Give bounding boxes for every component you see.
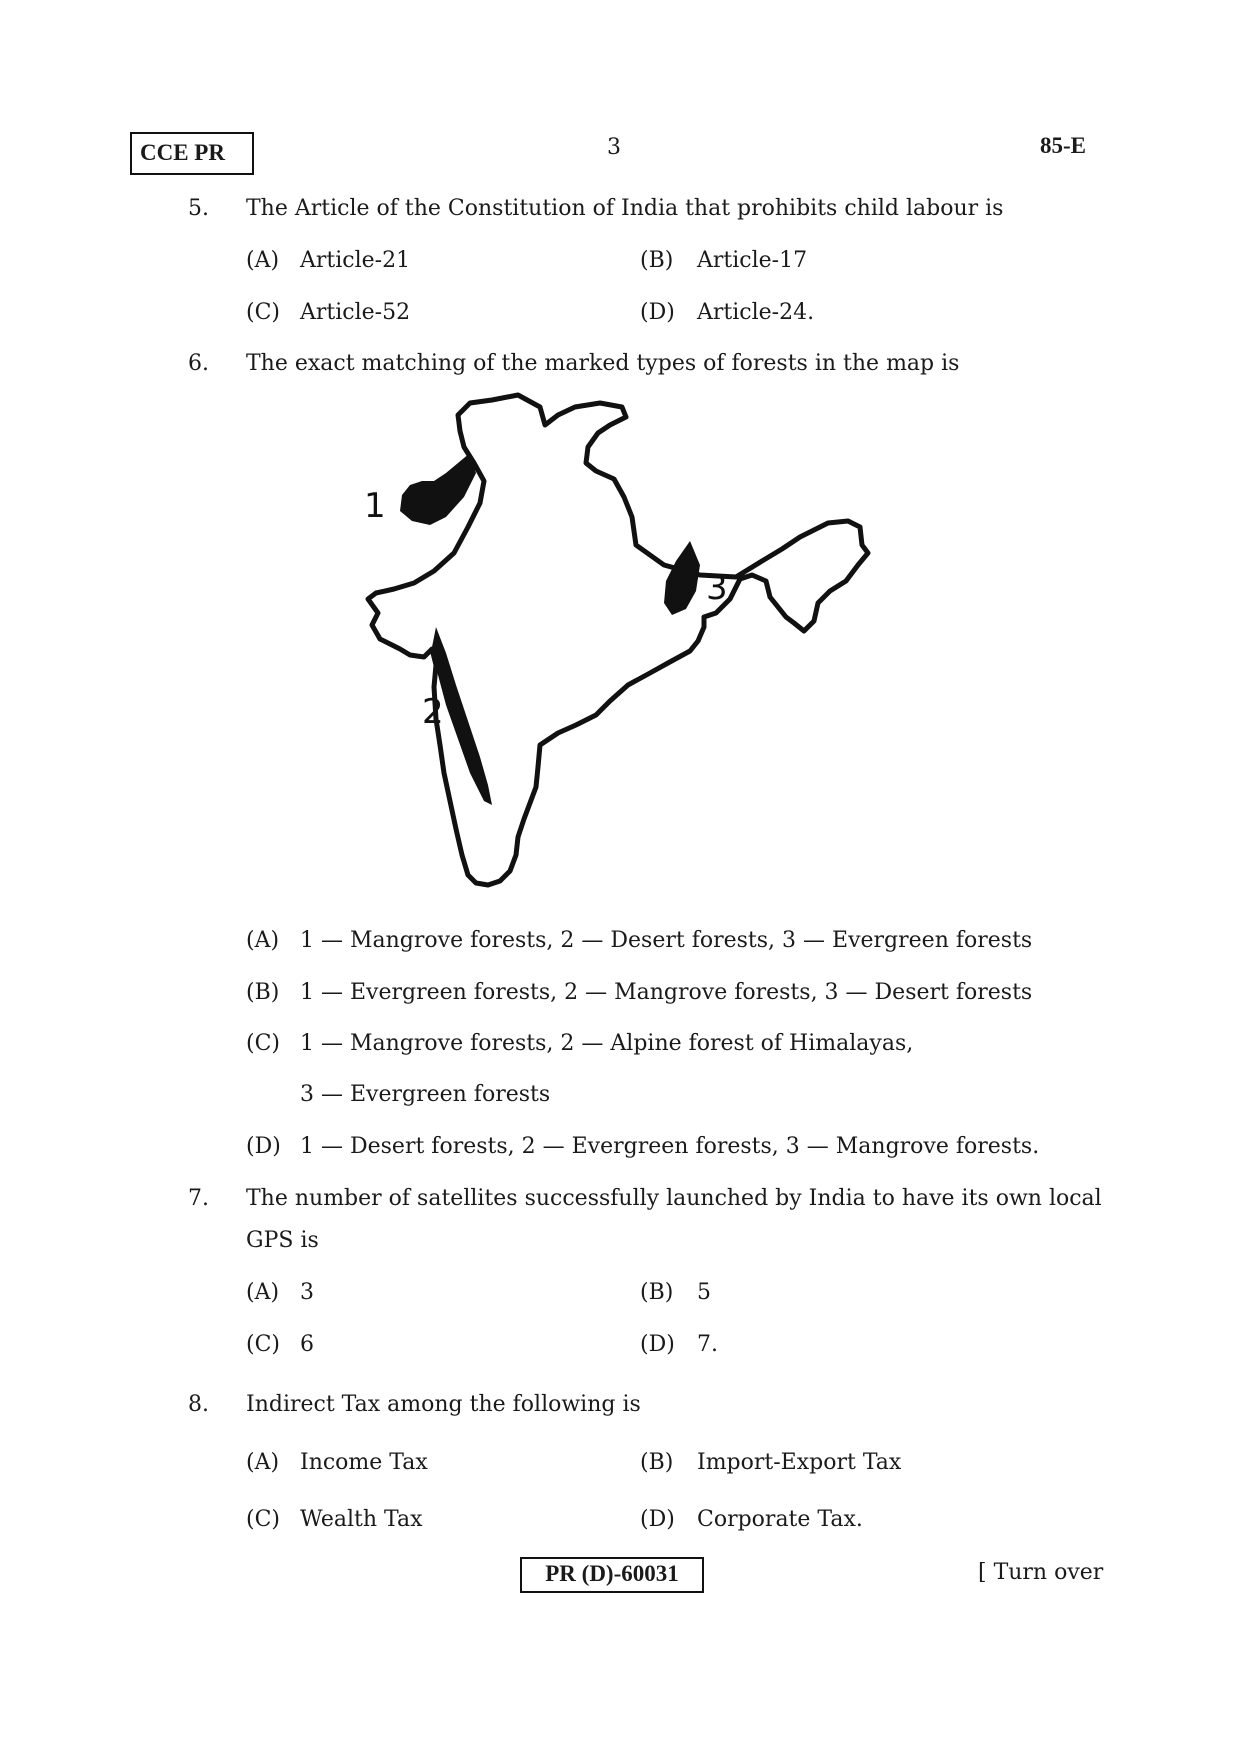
option-text-continued: 3 — Evergreen forests [300,1082,551,1107]
paper-code: 85-E [1040,133,1086,158]
option-text: Article-17 [697,248,808,273]
footer-code-box: PR (D)-60031 [520,1557,704,1593]
option-text: 1 — Desert forests, 2 — Evergreen forests, 3 — Mangrove forests. [300,1134,1040,1159]
option-label: (D) [640,300,675,325]
option-text: 3 [300,1280,314,1305]
option-label: (B) [640,248,674,273]
turn-over-note: [ Turn over [978,1560,1104,1585]
map-label-1: 1 [364,486,386,526]
question-text: The Article of the Constitution of India that prohibits child labour is [246,196,1004,221]
question-number: 6. [188,351,209,376]
question-number: 7. [188,1186,209,1211]
map-label-3: 3 [706,568,728,608]
option-label: (A) [246,1450,280,1475]
option-text: 1 — Mangrove forests, 2 — Desert forests, 3 — Evergreen forests [300,928,1033,953]
option-label: (B) [640,1280,674,1305]
question-text: Indirect Tax among the following is [246,1392,641,1417]
page-number: 3 [607,135,621,160]
option-text: 7. [697,1332,718,1357]
header-code-box: CCE PR [130,132,254,175]
question-number: 5. [188,196,209,221]
option-text: Article-21 [300,248,411,273]
option-label: (C) [246,300,280,325]
option-text: Income Tax [300,1450,428,1475]
question-text: The exact matching of the marked types of forests in the map is [246,351,960,376]
option-label: (C) [246,1507,280,1532]
option-label: (D) [640,1332,675,1357]
option-text: Article-52 [300,300,411,325]
map-label-2: 2 [422,692,444,732]
option-label: (B) [246,980,280,1005]
forest-region-1 [400,453,476,525]
india-forest-map [364,385,920,905]
option-label: (C) [246,1332,280,1357]
option-text: Corporate Tax. [697,1507,863,1532]
question-text-continued: GPS is [246,1228,319,1253]
option-text: Article-24. [697,300,815,325]
option-text: 5 [697,1280,711,1305]
option-label: (D) [640,1507,675,1532]
option-label: (D) [246,1134,281,1159]
option-text: Import-Export Tax [697,1450,902,1475]
option-text: 6 [300,1332,314,1357]
option-label: (A) [246,1280,280,1305]
india-outline [368,395,868,885]
option-label: (C) [246,1031,280,1056]
option-label: (B) [640,1450,674,1475]
option-text: Wealth Tax [300,1507,423,1532]
option-label: (A) [246,928,280,953]
option-label: (A) [246,248,280,273]
option-text: 1 — Mangrove forests, 2 — Alpine forest of Himalayas, [300,1031,914,1056]
question-text: The number of satellites successfully launched by India to have its own local [246,1186,1102,1211]
forest-region-3 [664,541,700,615]
question-number: 8. [188,1392,209,1417]
option-text: 1 — Evergreen forests, 2 — Mangrove forests, 3 — Desert forests [300,980,1033,1005]
